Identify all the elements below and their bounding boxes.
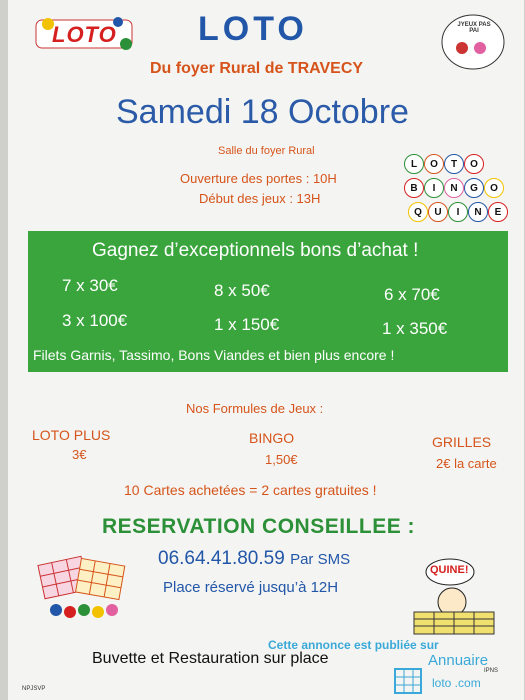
prize-item: 3 x 100€ <box>62 311 128 330</box>
ball-icon: G <box>464 178 484 198</box>
npjsvp-mention: NPJSVP <box>22 686 46 692</box>
watermark-brand: Annuaire <box>428 652 489 669</box>
ball-icon: N <box>468 202 488 222</box>
ball-icon: O <box>424 154 444 174</box>
formula-price: 1,50€ <box>265 452 298 467</box>
quine-bubble-text: QUINE! <box>430 564 469 576</box>
refreshments: Buvette et Restauration sur place <box>92 650 329 667</box>
formula-name: GRILLES <box>432 434 492 450</box>
reservation-heading: RESERVATION CONSEILLEE : <box>102 515 416 538</box>
ball-icon: U <box>428 202 448 222</box>
ball-icon: E <box>488 202 508 222</box>
grid-icon <box>394 668 422 699</box>
ball-icon: L <box>404 154 424 174</box>
reservation-hold: Place réservé jusqu’à 12H <box>163 579 339 596</box>
prize-item: 1 x 350€ <box>382 319 448 338</box>
page-title: LOTO <box>198 10 308 48</box>
prize-item: 8 x 50€ <box>214 281 270 300</box>
phone-note: Par SMS <box>290 551 351 568</box>
formula-name: BINGO <box>249 430 295 446</box>
ball-icon: O <box>464 154 484 174</box>
bingo-balls-image <box>404 154 514 226</box>
ball-icon: I <box>424 178 444 198</box>
formula-name: LOTO PLUS <box>32 427 111 443</box>
ipns-mention: IPNS <box>484 668 499 674</box>
ball-icon: B <box>404 178 424 198</box>
venue: Salle du foyer Rural <box>218 145 315 157</box>
bingo-cards-image <box>36 552 130 620</box>
watermark-line: Cette annonce est publiée sur <box>268 638 439 652</box>
ball-icon: Q <box>408 202 428 222</box>
ball-icon: T <box>444 154 464 174</box>
watermark-domain: loto .com <box>432 676 481 690</box>
prize-item: 6 x 70€ <box>384 285 440 304</box>
promo-cards: 10 Cartes achetées = 2 cartes gratuites ! <box>124 482 377 498</box>
prizes-footer: Filets Garnis, Tassimo, Bons Viandes et bien plus encore ! <box>33 347 395 363</box>
ball-icon: O <box>484 178 504 198</box>
event-date: Samedi 18 Octobre <box>116 93 409 131</box>
formula-price: 3€ <box>72 447 87 462</box>
prize-item: 7 x 30€ <box>62 276 118 295</box>
prizes-headline: Gagnez d’exceptionnels bons d’achat ! <box>92 240 419 261</box>
phone-line <box>158 548 350 570</box>
phone-number: 06.64.41.80.59 <box>158 548 285 569</box>
organizer: Du foyer Rural de TRAVECY <box>150 60 364 77</box>
loto-logo-text: LOTO <box>52 22 117 47</box>
loto-logo <box>34 14 138 54</box>
formula-price: 2€ la carte <box>436 456 497 471</box>
game-start: Début des jeux : 13H <box>199 191 321 206</box>
prize-item: 1 x 150€ <box>214 315 280 334</box>
doors-open: Ouverture des portes : 10H <box>180 171 337 186</box>
formulas-heading: Nos Formules de Jeux : <box>186 401 324 416</box>
quine-cartoon <box>404 556 504 636</box>
club-badge <box>440 12 506 72</box>
ball-icon: N <box>444 178 464 198</box>
ball-icon: I <box>448 202 468 222</box>
prizes-box <box>28 231 508 372</box>
club-badge-text: JYEUX PAS PAI <box>457 22 491 34</box>
